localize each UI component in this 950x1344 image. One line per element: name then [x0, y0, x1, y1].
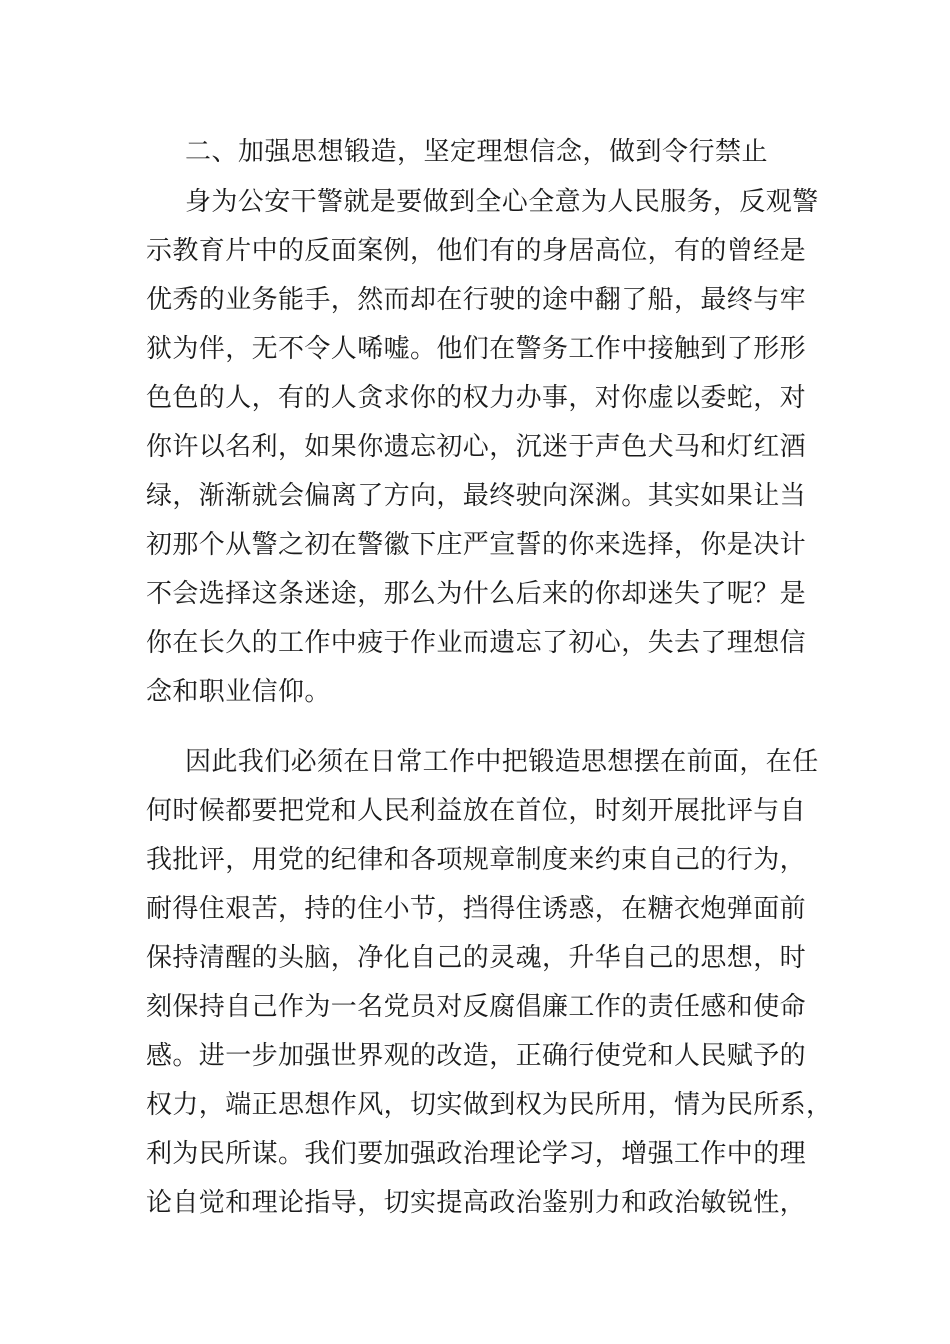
- paragraph-2-line: 耐得住艰苦，持的住小节，挡得住诱惑，在糖衣炮弹面前: [146, 894, 807, 924]
- section-heading: 二、加强思想锻造，坚定理想信念，做到令行禁止: [185, 137, 769, 167]
- paragraph-1-line: 示教育片中的反面案例，他们有的身居高位，有的曾经是: [146, 236, 807, 266]
- paragraph-2-line: 感。进一步加强世界观的改造，正确行使党和人民赋予的: [146, 1041, 807, 1071]
- paragraph-1-line: 优秀的业务能手，然而却在行驶的途中翻了船，最终与牢: [146, 285, 807, 315]
- paragraph-1-line: 绿，渐渐就会偏离了方向，最终驶向深渊。其实如果让当: [146, 481, 807, 511]
- paragraph-2-line: 何时候都要把党和人民利益放在首位，时刻开展批评与自: [146, 796, 807, 826]
- paragraph-1-line: 色色的人，有的人贪求你的权力办事，对你虚以委蛇，对: [146, 383, 807, 413]
- paragraph-2-line: 我批评，用党的纪律和各项规章制度来约束自己的行为，: [146, 845, 807, 875]
- paragraph-1-line: 你许以名利，如果你遗忘初心，沉迷于声色犬马和灯红酒: [146, 432, 807, 462]
- paragraph-2-line: 利为民所谋。我们要加强政治理论学习，增强工作中的理: [146, 1139, 807, 1169]
- paragraph-1-line: 狱为伴，无不令人唏嘘。他们在警务工作中接触到了形形: [146, 334, 807, 364]
- paragraph-2-line: 权力，端正思想作风，切实做到权为民所用，情为民所系，: [146, 1090, 833, 1120]
- paragraph-1-line: 你在长久的工作中疲于作业而遗忘了初心，失去了理想信: [146, 628, 807, 658]
- paragraph-2-line: 论自觉和理论指导，切实提高政治鉴别力和政治敏锐性，: [146, 1188, 807, 1218]
- paragraph-1-line: 身为公安干警就是要做到全心全意为人民服务，反观警: [185, 187, 819, 217]
- paragraph-1-line: 初那个从警之初在警徽下庄严宣誓的你来选择，你是决计: [146, 530, 807, 560]
- paragraph-1-line: 念和职业信仰。: [146, 677, 331, 707]
- paragraph-2-line: 刻保持自己作为一名党员对反腐倡廉工作的责任感和使命: [146, 992, 807, 1022]
- paragraph-1-line: 不会选择这条迷途，那么为什么后来的你却迷失了呢？是: [146, 579, 807, 609]
- paragraph-2-line: 保持清醒的头脑，净化自己的灵魂，升华自己的思想，时: [146, 943, 807, 973]
- paragraph-2-line: 因此我们必须在日常工作中把锻造思想摆在前面，在任: [185, 747, 819, 777]
